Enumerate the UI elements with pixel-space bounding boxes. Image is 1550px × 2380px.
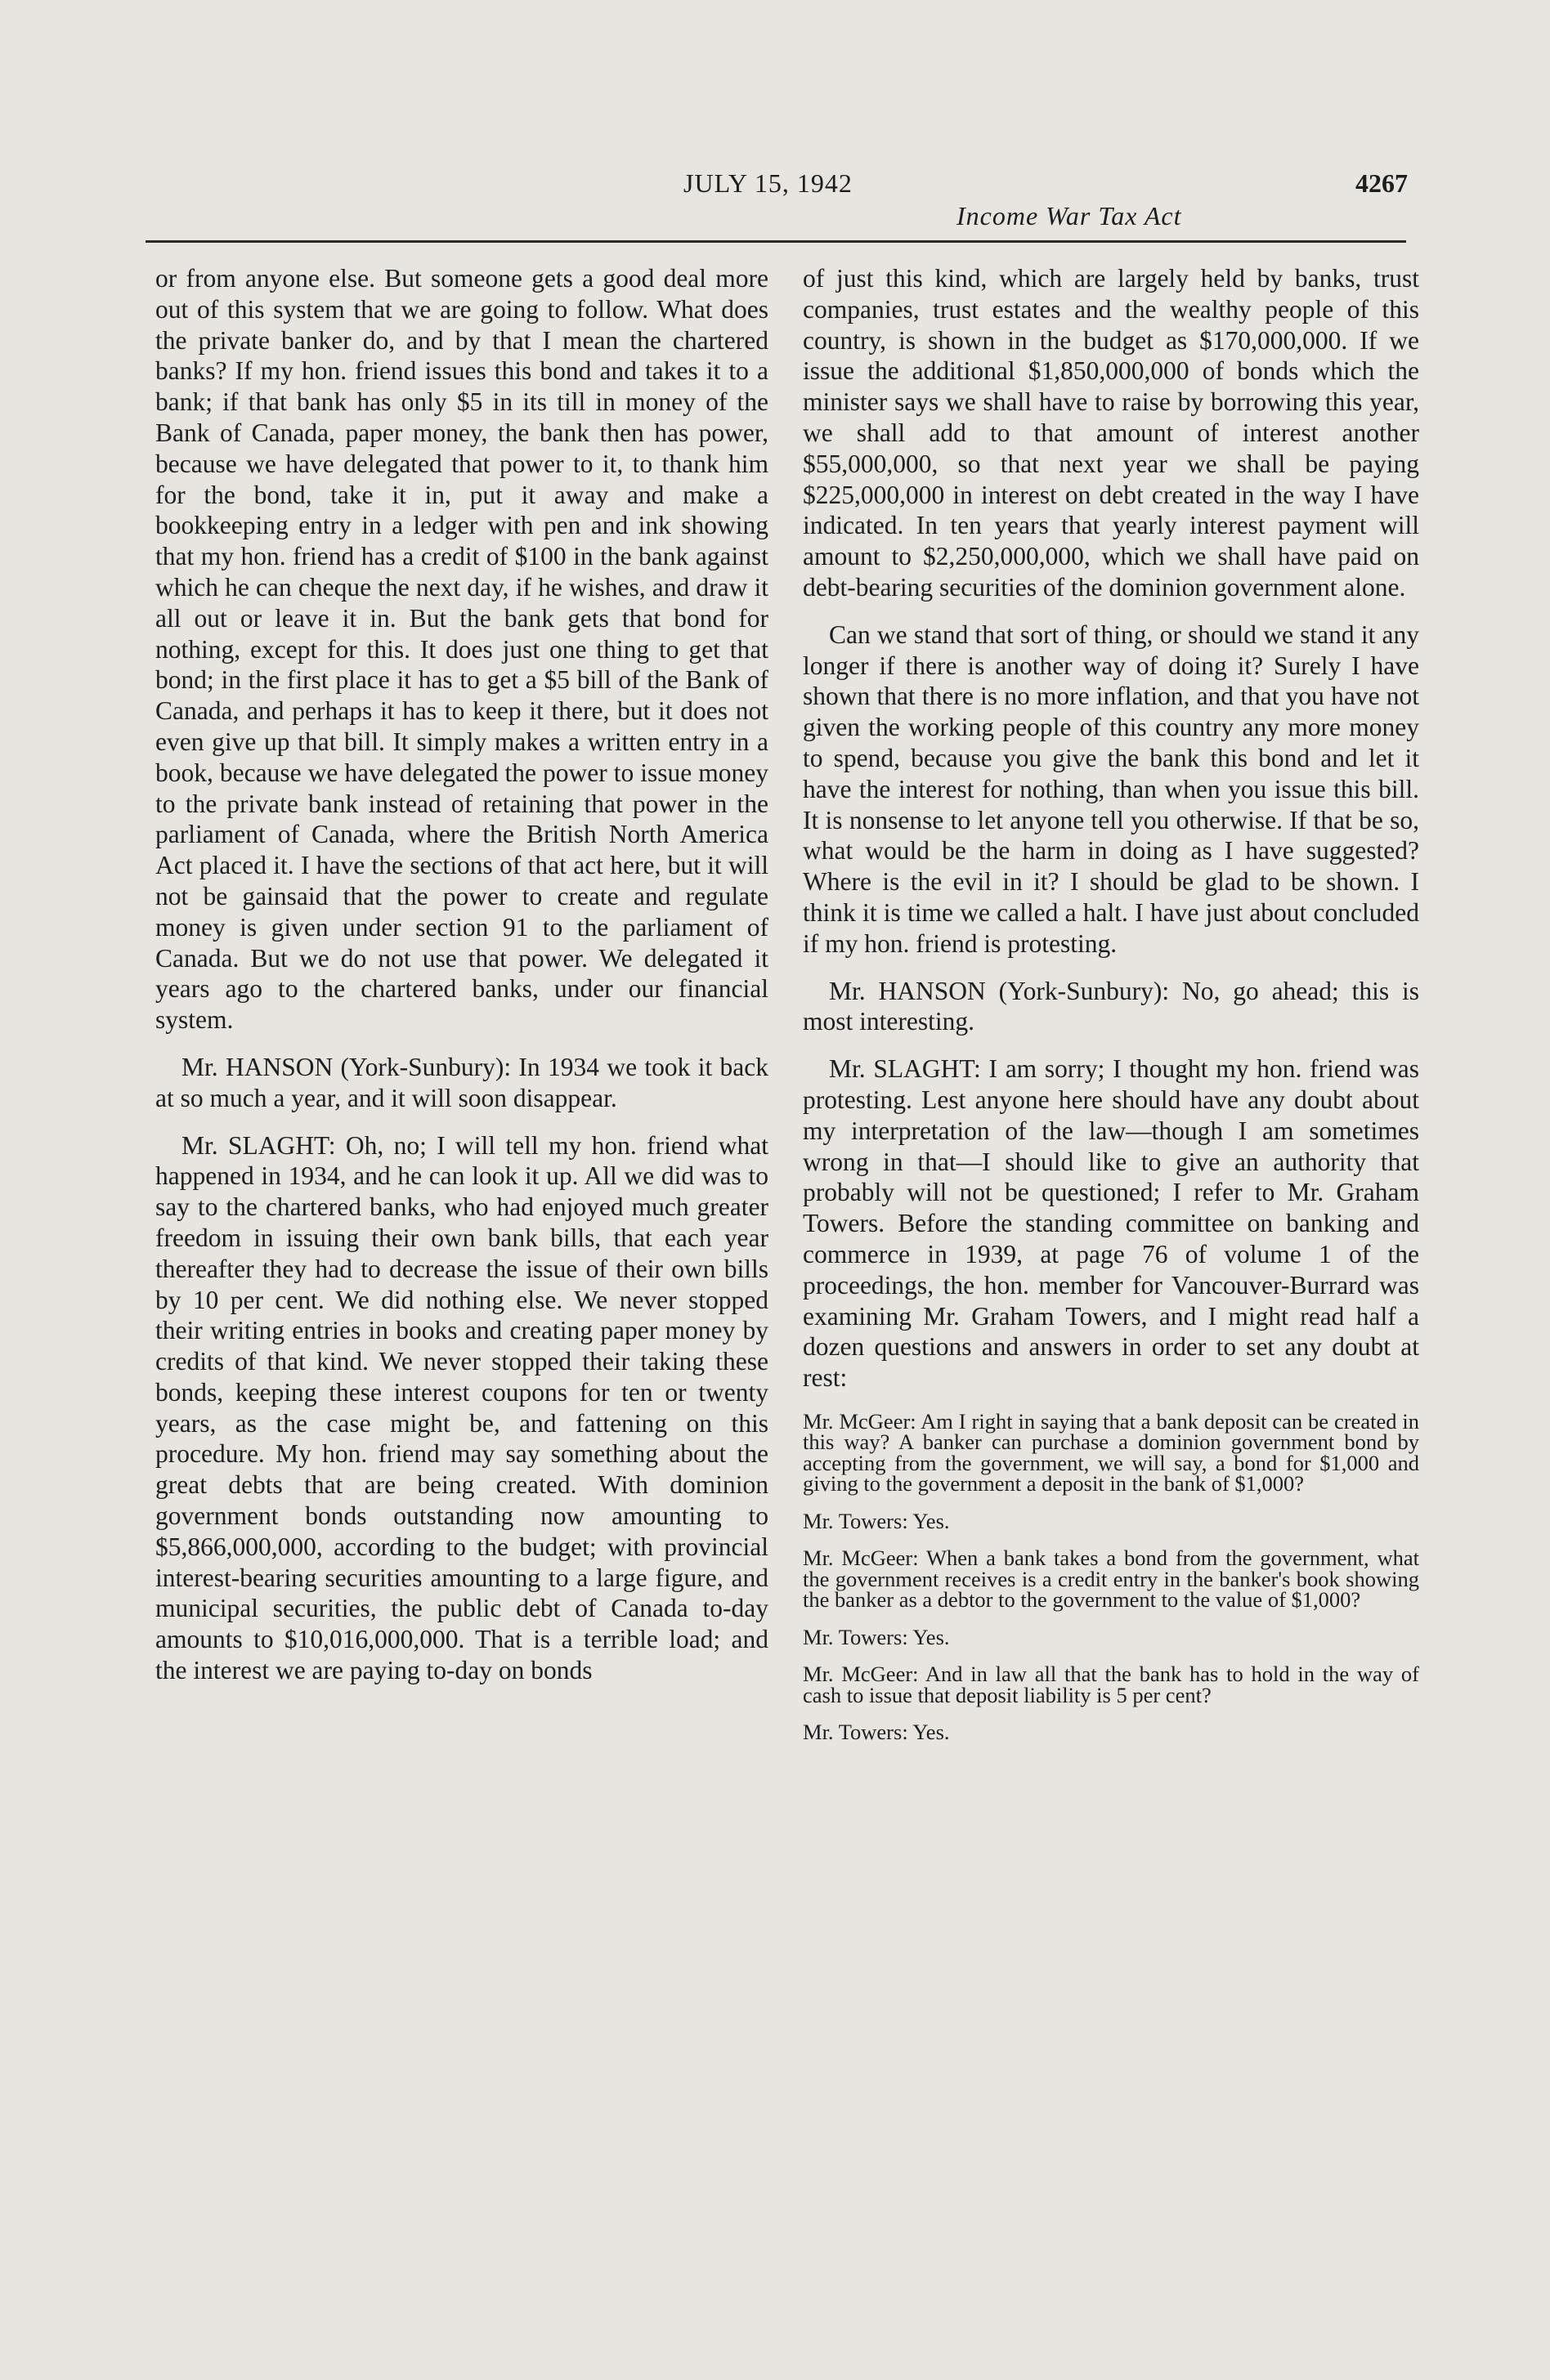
paragraph: Mr. HANSON (York-Sunbury): No, go ahead; this is most interesting. bbox=[803, 976, 1419, 1036]
page-date: JULY 15, 1942 bbox=[683, 168, 853, 198]
paragraph: Mr. HANSON (York-Sunbury): In 1934 we took it back at so much a year, and it will soon disappear. bbox=[155, 1052, 768, 1112]
header-rule bbox=[146, 240, 1406, 243]
quotation-block bbox=[803, 1408, 1419, 1745]
quote-line: Mr. Towers: Yes. bbox=[803, 1624, 950, 1649]
left-column bbox=[155, 263, 768, 1702]
paragraph: Mr. SLAGHT: I am sorry; I thought my hon. friend was protesting. Lest anyone here should have any doubt about my interpretation of the law—though I am sometimes wrong in that—I should like to give an authority that probably will not be questioned; I refer to Mr. Graham Towers. Before the standing committee on banking and commerce in 1939, at page 76 of volume 1 of the proceedings, the hon. member for Vancouver-Burrard was examining Mr. Graham Towers, and I might read half a dozen questions and answers in order to set any doubt at rest: bbox=[803, 1054, 1419, 1393]
right-column bbox=[803, 263, 1419, 1760]
paragraph: or from anyone else. But someone gets a good deal more out of this system that we are going to follow. What does the private banker do, and by that I mean the chartered banks? If my hon. friend issues this bond and takes it to a bank; if that bank has only $5 in its till in money of the Bank of Canada, paper money, the bank then has power, because we have delegated that power to it, to thank him for the bond, take it in, put it away and make a bookkeeping entry in a ledger with pen and ink showing that my hon. friend has a credit of $100 in the bank against which he can cheque the next day, if he wishes, and draw it all out or leave it in. But the bank gets that bond for nothing, except for this. It does just one thing to get that bond; in the first place it has to get a $5 bill of the Bank of Canada, and perhaps it has to keep it there, but it does not even give up that bill. It simply makes a written entry in a book, because we have delegated the power to issue money to the private bank instead of retaining that power in the parliament of Canada, where the British North America Act placed it. I have the sections of that act here, but it will not be gainsaid that the power to create and regulate money is given under section 91 to the parliament of Canada. But we do not use that power. We delegated it years ago to the chartered banks, under our financial system. bbox=[155, 264, 768, 1035]
paragraph: of just this kind, which are largely held by banks, trust companies, trust estates and the wealthy people of this country, is shown in the budget as $170,000,000. If we issue the additional $1,850,000,000 of bonds which the minister says we shall have to raise by borrowing this year, we shall add to that amount of interest another $55,000,000, so that next year we shall be paying $225,000,000 in interest on debt created in the way I have indicated. In ten years that yearly interest payment will amount to $2,250,000,000, which we shall have paid on debt-bearing securities of the dominion government alone. bbox=[803, 264, 1419, 602]
quote-line: Mr. Towers: Yes. bbox=[803, 1508, 950, 1533]
quote-line: Mr. McGeer: And in law all that the bank has to hold in the way of cash to issue that deposit liability is 5 per cent? bbox=[803, 1662, 1419, 1707]
quote-line: Mr. Towers: Yes. bbox=[803, 1720, 950, 1745]
page-number: 4267 bbox=[1355, 168, 1408, 198]
paragraph: Can we stand that sort of thing, or should we stand it any longer if there is another way of doing it? Surely I have shown that there is no more inflation, and that you have not given the working people of this country any more money to spend, because you give the bank this bond and let it have the interest for nothing, than when you issue this bill. It is nonsense to let anyone tell you otherwise. If that be so, what would be the harm in doing as I have suggested? Where is the evil in it? I should be glad to be shown. I think it is time we called a halt. I have just about concluded if my hon. friend is protesting. bbox=[803, 620, 1419, 958]
running-title: Income War Tax Act bbox=[956, 201, 1182, 230]
paragraph: Mr. SLAGHT: Oh, no; I will tell my hon. friend what happened in 1934, and he can look it up. All we did was to say to the chartered banks, who had enjoyed much greater freedom in issuing their own bank bills, that each year thereafter they had to decrease the issue of their own bills by 10 per cent. We did nothing else. We never stopped their writing entries in books and creating paper money by credits of that kind. We never stopped their taking these bonds, keeping these interest coupons for ten or twenty years, as the case might be, and fattening on this procedure. My hon. friend may say something about the great debts that are being created. With dominion government bonds outstanding now amounting to $5,866,000,000, according to the budget; with provincial interest-bearing securities amounting to a large figure, and municipal securities, the public debt of Canada to-day amounts to $10,016,000,000. That is a terrible load; and the interest we are paying to-day on bonds bbox=[155, 1130, 768, 1685]
quote-line: Mr. McGeer: Am I right in saying that a bank deposit can be created in this way? A banker can purchase a dominion government bond by accepting from the government, we will say, a bond for $1,000 and giving to the government a deposit in the bank of $1,000? bbox=[803, 1408, 1419, 1496]
quote-line: Mr. McGeer: When a bank takes a bond from the government, what the government receives is a credit entry in the banker's book showing the banker as a debtor to the government to the value of $1,000? bbox=[803, 1546, 1419, 1613]
